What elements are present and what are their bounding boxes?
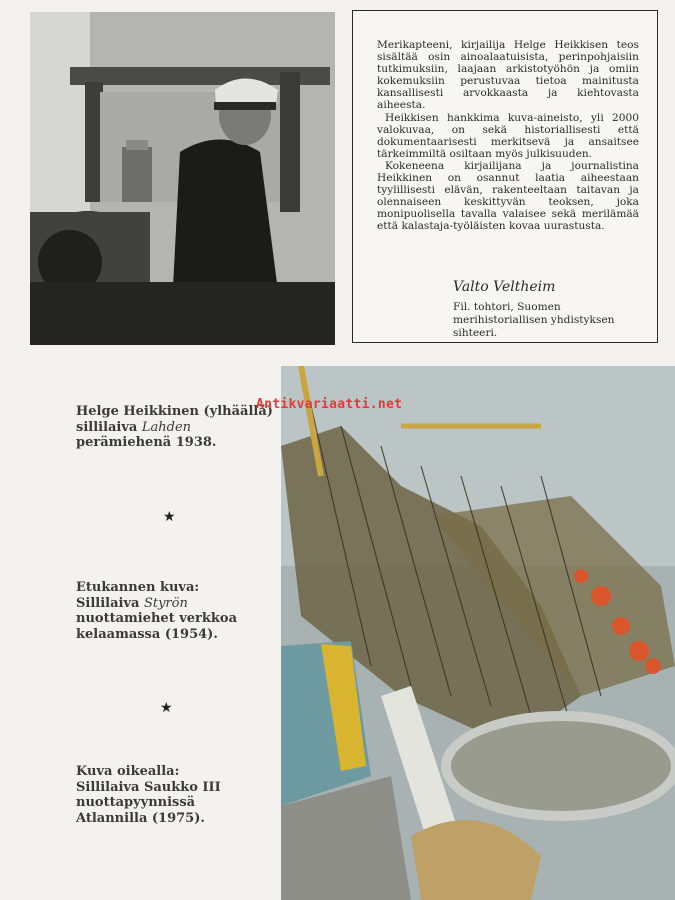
caption-text: Helge Heikkinen (ylhäällä) sillilaiva xyxy=(76,404,273,435)
front-cover-caption xyxy=(76,580,272,642)
review-paragraph: Heikkisen hankkima kuva-aineisto, yli 2000 valokuvaa, on sekä historiallisesti että dokumentaarisesti merkitsevä ja ansaitsee tärkeimmiltä osiltaan myös julkisuuden. xyxy=(377,111,639,160)
caption-ship-name: Lahden xyxy=(141,419,192,435)
right-photo-caption xyxy=(76,764,266,826)
watermark: Antikvariaatti.net xyxy=(256,397,403,412)
review-paragraph: Merikapteeni, kirjailija Helge Heikkisen teos sisältää osin ainoalaatuisista, perinpohjaisiin tutkimuksiin, laajaan arkistotyöhön ja omiin kokemuksiin perustuvaa tietoa mainitusta kansallisesti arvokkaasta ja kiehtovasta aiheesta. xyxy=(377,39,639,112)
star-separator: ★ xyxy=(160,700,173,716)
caption-text: nuottamiehet verkkoa kelaamassa (1954). xyxy=(76,611,238,642)
caption-heading: Kuva oikealla: xyxy=(76,764,180,779)
fishing-net-photo xyxy=(281,366,675,900)
review-author: Valto Veltheim xyxy=(453,279,556,295)
top-photo-caption xyxy=(76,404,276,451)
review-paragraph: Kokeneena kirjailijana ja journalistina Heikkinen on osannut laatia aiheestaan tyylillisesti elävän, rakenteeltaan taitavan ja olennaiseen keskittyvän teoksen, joka monipuolisella tavalla valaisee sekä merilämää että kalastaja-työläisten kovaa uurastusta. xyxy=(377,159,639,233)
caption-text: Sillilaiva Saukko III nuottapyynnissä Atlannilla (1975). xyxy=(76,779,221,826)
caption-heading: Etukannen kuva: xyxy=(76,580,200,595)
caption-text: Sillilaiva xyxy=(76,595,144,611)
review-author-title: Fil. tohtori, Suomen merihistoriallisen yhdistyksen sihteeri. xyxy=(453,301,615,339)
review-text xyxy=(377,39,639,233)
caption-ship-name: Styrön xyxy=(143,595,188,611)
helmsman-photo xyxy=(30,12,335,345)
review-box xyxy=(352,10,658,343)
star-separator: ★ xyxy=(163,509,176,525)
caption-text: perämiehenä 1938. xyxy=(76,435,217,450)
